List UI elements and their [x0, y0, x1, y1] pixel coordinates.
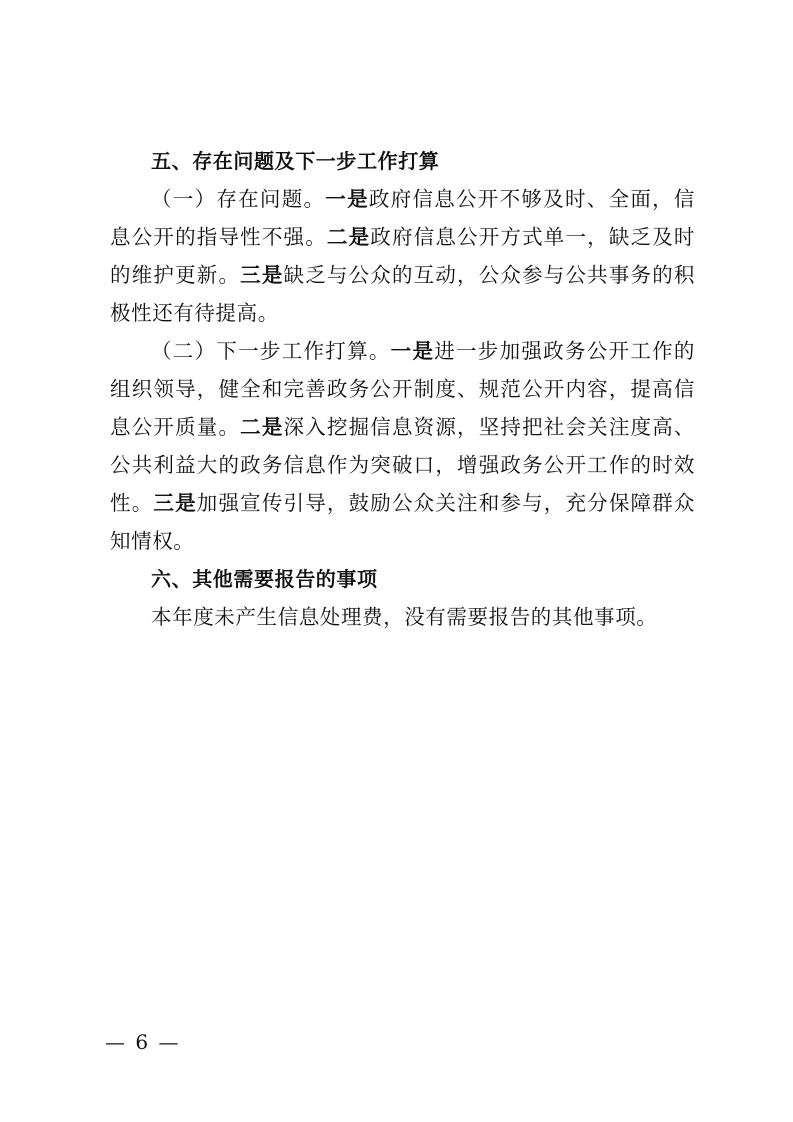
paragraph-1-keyword-1: 一是: [325, 187, 369, 211]
paragraph-1-keyword-3: 三是: [240, 263, 284, 287]
paragraph-1-text-1: 政府信息公开不够及时、全面，信息公开的指导性不强。: [110, 187, 695, 249]
paragraph-2-lead: （二）下一步工作打算。: [151, 339, 391, 363]
paragraph-2-text-2: 深入挖掘信息资源，坚持把社会关注度高、公共利益大的政务信息作为突破口，增强政务公开工作的时效性。: [110, 415, 696, 515]
section-5-paragraph-1: [110, 180, 695, 332]
document-body: [110, 142, 695, 636]
section-5-paragraph-2: [110, 332, 695, 560]
paragraph-2-text-3: 加强宣传引导，鼓励公众关注和参与，充分保障群众知情权。: [110, 491, 696, 553]
section-6-paragraph: 本年度未产生信息处理费，没有需要报告的其他事项。: [151, 605, 658, 629]
section-5-heading: 五、存在问题及下一步工作打算: [151, 149, 440, 173]
paragraph-1-keyword-2: 二是: [326, 225, 371, 249]
paragraph-1-text-2: 政府信息公开方式单一，缺乏及时的维护更新。: [110, 225, 696, 287]
paragraph-2-keyword-1: 一是: [390, 339, 435, 363]
paragraph-1-lead: （一）存在问题。: [151, 187, 326, 211]
paragraph-2-keyword-2: 二是: [240, 415, 284, 439]
page-number: — 6 —: [105, 1030, 181, 1054]
paragraph-2-keyword-3: 三是: [153, 491, 197, 515]
section-6-heading: 六、其他需要报告的事项: [151, 567, 378, 591]
paragraph-2-text-1: 进一步加强政务公开工作的组织领导，健全和完善政务公开制度、规范公开内容，提高信息公开质量。: [110, 339, 695, 439]
paragraph-1-text-3: 缺乏与公众的互动，公众参与公共事务的积极性还有待提高。: [110, 263, 696, 325]
